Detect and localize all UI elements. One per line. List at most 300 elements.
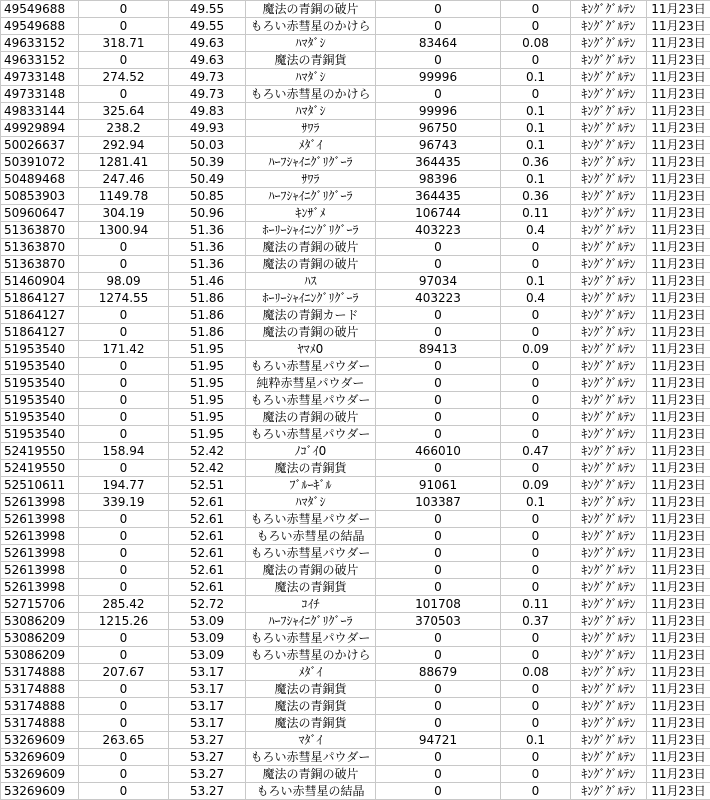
cell-value[interactable]: 53.17	[169, 698, 246, 715]
cell-id[interactable]: 50489468	[1, 171, 79, 188]
cell-map[interactable]: ｷﾝｸﾞｸﾞﾙﾃﾝ	[571, 290, 647, 307]
cell-map[interactable]: ｷﾝｸﾞｸﾞﾙﾃﾝ	[571, 783, 647, 800]
cell-count[interactable]: 101708	[376, 596, 501, 613]
cell-id[interactable]: 49549688	[1, 18, 79, 35]
cell-map[interactable]: ｷﾝｸﾞｸﾞﾙﾃﾝ	[571, 545, 647, 562]
cell-ratio[interactable]: 0	[501, 426, 571, 443]
cell-map[interactable]: ｷﾝｸﾞｸﾞﾙﾃﾝ	[571, 613, 647, 630]
cell-item-name[interactable]: ﾊﾏﾀﾞｼ	[246, 103, 376, 120]
cell-date[interactable]: 11月23日	[647, 392, 710, 409]
cell-count[interactable]: 0	[376, 783, 501, 800]
cell-count[interactable]: 91061	[376, 477, 501, 494]
cell-value[interactable]: 50.39	[169, 154, 246, 171]
cell-count[interactable]: 0	[376, 426, 501, 443]
cell-item-name[interactable]: 魔法の青銅の破片	[246, 239, 376, 256]
cell-item-name[interactable]: 魔法の青銅貨	[246, 52, 376, 69]
cell-date[interactable]: 11月23日	[647, 188, 710, 205]
cell-value[interactable]: 51.95	[169, 341, 246, 358]
cell-count[interactable]: 0	[376, 698, 501, 715]
cell-item-name[interactable]: ﾉｺﾞｲ0	[246, 443, 376, 460]
cell-amount[interactable]: 0	[79, 766, 169, 783]
cell-id[interactable]: 49733148	[1, 86, 79, 103]
cell-id[interactable]: 50026637	[1, 137, 79, 154]
cell-value[interactable]: 52.51	[169, 477, 246, 494]
cell-date[interactable]: 11月23日	[647, 698, 710, 715]
cell-map[interactable]: ｷﾝｸﾞｸﾞﾙﾃﾝ	[571, 239, 647, 256]
cell-date[interactable]: 11月23日	[647, 613, 710, 630]
cell-date[interactable]: 11月23日	[647, 528, 710, 545]
cell-amount[interactable]: 0	[79, 715, 169, 732]
cell-ratio[interactable]: 0.37	[501, 613, 571, 630]
cell-map[interactable]: ｷﾝｸﾞｸﾞﾙﾃﾝ	[571, 69, 647, 86]
cell-date[interactable]: 11月23日	[647, 18, 710, 35]
cell-id[interactable]: 52613998	[1, 494, 79, 511]
cell-item-name[interactable]: もろい赤彗星のかけら	[246, 647, 376, 664]
cell-map[interactable]: ｷﾝｸﾞｸﾞﾙﾃﾝ	[571, 749, 647, 766]
cell-item-name[interactable]: もろい赤彗星パウダー	[246, 545, 376, 562]
cell-id[interactable]: 51363870	[1, 222, 79, 239]
cell-item-name[interactable]: もろい赤彗星の結晶	[246, 783, 376, 800]
cell-count[interactable]: 0	[376, 562, 501, 579]
cell-item-name[interactable]: 魔法の青銅貨	[246, 698, 376, 715]
cell-count[interactable]: 0	[376, 52, 501, 69]
cell-count[interactable]: 98396	[376, 171, 501, 188]
cell-id[interactable]: 53174888	[1, 715, 79, 732]
cell-item-name[interactable]: ﾊｰﾌｼｬｲﾆｸﾞﾘｸﾞｰﾗ	[246, 613, 376, 630]
cell-ratio[interactable]: 0	[501, 392, 571, 409]
cell-map[interactable]: ｷﾝｸﾞｸﾞﾙﾃﾝ	[571, 562, 647, 579]
cell-amount[interactable]: 0	[79, 783, 169, 800]
cell-amount[interactable]: 0	[79, 307, 169, 324]
cell-value[interactable]: 52.42	[169, 443, 246, 460]
cell-date[interactable]: 11月23日	[647, 664, 710, 681]
cell-map[interactable]: ｷﾝｸﾞｸﾞﾙﾃﾝ	[571, 1, 647, 18]
cell-id[interactable]: 52613998	[1, 528, 79, 545]
cell-item-name[interactable]: ﾊﾏﾀﾞｼ	[246, 69, 376, 86]
cell-date[interactable]: 11月23日	[647, 52, 710, 69]
cell-amount[interactable]: 0	[79, 545, 169, 562]
cell-value[interactable]: 49.73	[169, 86, 246, 103]
cell-ratio[interactable]: 0.08	[501, 664, 571, 681]
cell-value[interactable]: 53.27	[169, 732, 246, 749]
cell-amount[interactable]: 339.19	[79, 494, 169, 511]
cell-value[interactable]: 53.09	[169, 613, 246, 630]
cell-count[interactable]: 370503	[376, 613, 501, 630]
cell-value[interactable]: 52.61	[169, 562, 246, 579]
cell-id[interactable]: 49833144	[1, 103, 79, 120]
cell-item-name[interactable]: ｻﾜﾗ	[246, 120, 376, 137]
cell-date[interactable]: 11月23日	[647, 1, 710, 18]
cell-map[interactable]: ｷﾝｸﾞｸﾞﾙﾃﾝ	[571, 205, 647, 222]
cell-count[interactable]: 0	[376, 1, 501, 18]
cell-id[interactable]: 51363870	[1, 256, 79, 273]
cell-map[interactable]: ｷﾝｸﾞｸﾞﾙﾃﾝ	[571, 256, 647, 273]
cell-count[interactable]: 0	[376, 239, 501, 256]
cell-map[interactable]: ｷﾝｸﾞｸﾞﾙﾃﾝ	[571, 596, 647, 613]
cell-date[interactable]: 11月23日	[647, 341, 710, 358]
cell-amount[interactable]: 247.46	[79, 171, 169, 188]
cell-id[interactable]: 53174888	[1, 681, 79, 698]
cell-amount[interactable]: 318.71	[79, 35, 169, 52]
cell-map[interactable]: ｷﾝｸﾞｸﾞﾙﾃﾝ	[571, 86, 647, 103]
cell-ratio[interactable]: 0.09	[501, 477, 571, 494]
cell-item-name[interactable]: もろい赤彗星パウダー	[246, 630, 376, 647]
cell-id[interactable]: 52419550	[1, 460, 79, 477]
cell-value[interactable]: 52.42	[169, 460, 246, 477]
cell-amount[interactable]: 0	[79, 562, 169, 579]
cell-ratio[interactable]: 0	[501, 324, 571, 341]
cell-ratio[interactable]: 0.1	[501, 273, 571, 290]
cell-ratio[interactable]: 0	[501, 630, 571, 647]
cell-ratio[interactable]: 0	[501, 783, 571, 800]
cell-value[interactable]: 53.17	[169, 715, 246, 732]
cell-amount[interactable]: 1274.55	[79, 290, 169, 307]
cell-id[interactable]: 50391072	[1, 154, 79, 171]
cell-ratio[interactable]: 0.08	[501, 35, 571, 52]
cell-id[interactable]: 52613998	[1, 579, 79, 596]
cell-ratio[interactable]: 0	[501, 239, 571, 256]
cell-date[interactable]: 11月23日	[647, 494, 710, 511]
cell-amount[interactable]: 0	[79, 698, 169, 715]
cell-ratio[interactable]: 0.11	[501, 205, 571, 222]
cell-value[interactable]: 53.27	[169, 766, 246, 783]
cell-amount[interactable]: 325.64	[79, 103, 169, 120]
cell-date[interactable]: 11月23日	[647, 783, 710, 800]
cell-amount[interactable]: 0	[79, 511, 169, 528]
cell-count[interactable]: 0	[376, 715, 501, 732]
cell-id[interactable]: 52613998	[1, 511, 79, 528]
cell-item-name[interactable]: 魔法の青銅の破片	[246, 409, 376, 426]
cell-amount[interactable]: 207.67	[79, 664, 169, 681]
cell-value[interactable]: 49.55	[169, 18, 246, 35]
cell-map[interactable]: ｷﾝｸﾞｸﾞﾙﾃﾝ	[571, 698, 647, 715]
cell-ratio[interactable]: 0	[501, 562, 571, 579]
cell-ratio[interactable]: 0.1	[501, 494, 571, 511]
cell-amount[interactable]: 292.94	[79, 137, 169, 154]
cell-count[interactable]: 103387	[376, 494, 501, 511]
cell-count[interactable]: 364435	[376, 188, 501, 205]
cell-ratio[interactable]: 0.1	[501, 171, 571, 188]
cell-count[interactable]: 83464	[376, 35, 501, 52]
cell-id[interactable]: 51953540	[1, 341, 79, 358]
cell-date[interactable]: 11月23日	[647, 171, 710, 188]
cell-amount[interactable]: 0	[79, 630, 169, 647]
cell-map[interactable]: ｷﾝｸﾞｸﾞﾙﾃﾝ	[571, 647, 647, 664]
cell-count[interactable]: 0	[376, 86, 501, 103]
cell-count[interactable]: 0	[376, 545, 501, 562]
cell-map[interactable]: ｷﾝｸﾞｸﾞﾙﾃﾝ	[571, 137, 647, 154]
cell-value[interactable]: 51.46	[169, 273, 246, 290]
cell-id[interactable]: 52715706	[1, 596, 79, 613]
cell-count[interactable]: 0	[376, 460, 501, 477]
cell-map[interactable]: ｷﾝｸﾞｸﾞﾙﾃﾝ	[571, 324, 647, 341]
cell-date[interactable]: 11月23日	[647, 749, 710, 766]
cell-item-name[interactable]: もろい赤彗星パウダー	[246, 358, 376, 375]
cell-value[interactable]: 53.09	[169, 647, 246, 664]
cell-date[interactable]: 11月23日	[647, 205, 710, 222]
cell-count[interactable]: 403223	[376, 290, 501, 307]
cell-date[interactable]: 11月23日	[647, 460, 710, 477]
cell-amount[interactable]: 0	[79, 392, 169, 409]
cell-ratio[interactable]: 0.4	[501, 222, 571, 239]
cell-date[interactable]: 11月23日	[647, 732, 710, 749]
cell-ratio[interactable]: 0	[501, 52, 571, 69]
cell-ratio[interactable]: 0.36	[501, 154, 571, 171]
cell-amount[interactable]: 194.77	[79, 477, 169, 494]
cell-value[interactable]: 52.61	[169, 579, 246, 596]
cell-id[interactable]: 53086209	[1, 630, 79, 647]
cell-date[interactable]: 11月23日	[647, 239, 710, 256]
cell-id[interactable]: 53269609	[1, 766, 79, 783]
cell-id[interactable]: 53269609	[1, 732, 79, 749]
cell-id[interactable]: 51953540	[1, 426, 79, 443]
cell-ratio[interactable]: 0	[501, 256, 571, 273]
cell-amount[interactable]: 0	[79, 1, 169, 18]
cell-count[interactable]: 0	[376, 307, 501, 324]
cell-value[interactable]: 50.85	[169, 188, 246, 205]
cell-id[interactable]: 51864127	[1, 290, 79, 307]
cell-ratio[interactable]: 0	[501, 681, 571, 698]
cell-map[interactable]: ｷﾝｸﾞｸﾞﾙﾃﾝ	[571, 681, 647, 698]
cell-count[interactable]: 0	[376, 579, 501, 596]
cell-date[interactable]: 11月23日	[647, 426, 710, 443]
cell-item-name[interactable]: ﾔﾏﾒ0	[246, 341, 376, 358]
cell-item-name[interactable]: もろい赤彗星のかけら	[246, 18, 376, 35]
cell-id[interactable]: 51953540	[1, 409, 79, 426]
cell-map[interactable]: ｷﾝｸﾞｸﾞﾙﾃﾝ	[571, 579, 647, 596]
cell-value[interactable]: 49.73	[169, 69, 246, 86]
cell-item-name[interactable]: もろい赤彗星パウダー	[246, 511, 376, 528]
cell-count[interactable]: 466010	[376, 443, 501, 460]
cell-amount[interactable]: 0	[79, 409, 169, 426]
cell-item-name[interactable]: 魔法の青銅貨	[246, 681, 376, 698]
cell-id[interactable]: 51363870	[1, 239, 79, 256]
cell-item-name[interactable]: もろい赤彗星パウダー	[246, 749, 376, 766]
cell-amount[interactable]: 0	[79, 324, 169, 341]
cell-amount[interactable]: 0	[79, 681, 169, 698]
cell-map[interactable]: ｷﾝｸﾞｸﾞﾙﾃﾝ	[571, 460, 647, 477]
cell-id[interactable]: 51864127	[1, 307, 79, 324]
cell-date[interactable]: 11月23日	[647, 86, 710, 103]
cell-item-name[interactable]: ｺｲﾁ	[246, 596, 376, 613]
cell-value[interactable]: 51.86	[169, 324, 246, 341]
cell-item-name[interactable]: 純粋赤彗星パウダー	[246, 375, 376, 392]
cell-date[interactable]: 11月23日	[647, 35, 710, 52]
cell-id[interactable]: 49929894	[1, 120, 79, 137]
cell-count[interactable]: 99996	[376, 103, 501, 120]
cell-item-name[interactable]: ﾊｽ	[246, 273, 376, 290]
cell-date[interactable]: 11月23日	[647, 681, 710, 698]
cell-value[interactable]: 49.63	[169, 52, 246, 69]
cell-amount[interactable]: 0	[79, 86, 169, 103]
cell-ratio[interactable]: 0	[501, 766, 571, 783]
cell-map[interactable]: ｷﾝｸﾞｸﾞﾙﾃﾝ	[571, 443, 647, 460]
cell-id[interactable]: 51953540	[1, 375, 79, 392]
cell-map[interactable]: ｷﾝｸﾞｸﾞﾙﾃﾝ	[571, 273, 647, 290]
cell-ratio[interactable]: 0.1	[501, 103, 571, 120]
cell-ratio[interactable]: 0.1	[501, 137, 571, 154]
cell-value[interactable]: 52.61	[169, 511, 246, 528]
cell-map[interactable]: ｷﾝｸﾞｸﾞﾙﾃﾝ	[571, 358, 647, 375]
cell-value[interactable]: 51.86	[169, 307, 246, 324]
cell-ratio[interactable]: 0.47	[501, 443, 571, 460]
cell-map[interactable]: ｷﾝｸﾞｸﾞﾙﾃﾝ	[571, 426, 647, 443]
cell-amount[interactable]: 0	[79, 52, 169, 69]
cell-value[interactable]: 49.83	[169, 103, 246, 120]
cell-count[interactable]: 0	[376, 681, 501, 698]
cell-ratio[interactable]: 0.1	[501, 120, 571, 137]
cell-item-name[interactable]: 魔法の青銅の破片	[246, 766, 376, 783]
cell-ratio[interactable]: 0	[501, 698, 571, 715]
cell-count[interactable]: 97034	[376, 273, 501, 290]
cell-amount[interactable]: 0	[79, 579, 169, 596]
cell-ratio[interactable]: 0	[501, 18, 571, 35]
cell-date[interactable]: 11月23日	[647, 307, 710, 324]
cell-amount[interactable]: 171.42	[79, 341, 169, 358]
cell-item-name[interactable]: ﾌﾞﾙｰｷﾞﾙ	[246, 477, 376, 494]
cell-map[interactable]: ｷﾝｸﾞｸﾞﾙﾃﾝ	[571, 630, 647, 647]
cell-ratio[interactable]: 0	[501, 460, 571, 477]
cell-map[interactable]: ｷﾝｸﾞｸﾞﾙﾃﾝ	[571, 732, 647, 749]
cell-value[interactable]: 51.95	[169, 426, 246, 443]
cell-map[interactable]: ｷﾝｸﾞｸﾞﾙﾃﾝ	[571, 341, 647, 358]
cell-date[interactable]: 11月23日	[647, 273, 710, 290]
cell-ratio[interactable]: 0	[501, 86, 571, 103]
cell-item-name[interactable]: 魔法の青銅の破片	[246, 562, 376, 579]
cell-id[interactable]: 51953540	[1, 358, 79, 375]
cell-item-name[interactable]: 魔法の青銅貨	[246, 715, 376, 732]
cell-amount[interactable]: 0	[79, 749, 169, 766]
cell-ratio[interactable]: 0	[501, 647, 571, 664]
cell-map[interactable]: ｷﾝｸﾞｸﾞﾙﾃﾝ	[571, 715, 647, 732]
cell-item-name[interactable]: もろい赤彗星パウダー	[246, 392, 376, 409]
cell-amount[interactable]: 0	[79, 358, 169, 375]
cell-amount[interactable]: 0	[79, 647, 169, 664]
cell-value[interactable]: 53.09	[169, 630, 246, 647]
cell-amount[interactable]: 0	[79, 528, 169, 545]
cell-amount[interactable]: 0	[79, 426, 169, 443]
cell-ratio[interactable]: 0	[501, 579, 571, 596]
cell-ratio[interactable]: 0.1	[501, 732, 571, 749]
cell-amount[interactable]: 1281.41	[79, 154, 169, 171]
cell-item-name[interactable]: もろい赤彗星の結晶	[246, 528, 376, 545]
cell-value[interactable]: 53.17	[169, 681, 246, 698]
cell-value[interactable]: 52.61	[169, 528, 246, 545]
cell-count[interactable]: 0	[376, 647, 501, 664]
cell-map[interactable]: ｷﾝｸﾞｸﾞﾙﾃﾝ	[571, 171, 647, 188]
cell-value[interactable]: 50.49	[169, 171, 246, 188]
cell-amount[interactable]: 274.52	[79, 69, 169, 86]
cell-date[interactable]: 11月23日	[647, 137, 710, 154]
cell-item-name[interactable]: 魔法の青銅の破片	[246, 1, 376, 18]
cell-ratio[interactable]: 0	[501, 528, 571, 545]
cell-map[interactable]: ｷﾝｸﾞｸﾞﾙﾃﾝ	[571, 35, 647, 52]
cell-date[interactable]: 11月23日	[647, 375, 710, 392]
cell-date[interactable]: 11月23日	[647, 511, 710, 528]
cell-map[interactable]: ｷﾝｸﾞｸﾞﾙﾃﾝ	[571, 511, 647, 528]
cell-date[interactable]: 11月23日	[647, 579, 710, 596]
cell-date[interactable]: 11月23日	[647, 766, 710, 783]
cell-ratio[interactable]: 0.36	[501, 188, 571, 205]
cell-count[interactable]: 0	[376, 511, 501, 528]
cell-count[interactable]: 89413	[376, 341, 501, 358]
cell-item-name[interactable]: ﾎｰﾘｰｼｬｲﾆﾝｸﾞﾘｸﾞｰﾗ	[246, 222, 376, 239]
cell-count[interactable]: 88679	[376, 664, 501, 681]
cell-value[interactable]: 51.86	[169, 290, 246, 307]
cell-value[interactable]: 52.61	[169, 494, 246, 511]
cell-item-name[interactable]: 魔法の青銅貨	[246, 460, 376, 477]
cell-amount[interactable]: 285.42	[79, 596, 169, 613]
cell-count[interactable]: 96750	[376, 120, 501, 137]
cell-map[interactable]: ｷﾝｸﾞｸﾞﾙﾃﾝ	[571, 494, 647, 511]
cell-item-name[interactable]: ﾊｰﾌｼｬｲﾆｸﾞﾘｸﾞｰﾗ	[246, 188, 376, 205]
cell-date[interactable]: 11月23日	[647, 545, 710, 562]
cell-amount[interactable]: 158.94	[79, 443, 169, 460]
cell-count[interactable]: 0	[376, 766, 501, 783]
cell-date[interactable]: 11月23日	[647, 120, 710, 137]
cell-amount[interactable]: 0	[79, 18, 169, 35]
cell-count[interactable]: 0	[376, 358, 501, 375]
cell-id[interactable]: 53174888	[1, 698, 79, 715]
cell-ratio[interactable]: 0	[501, 307, 571, 324]
cell-item-name[interactable]: 魔法の青銅貨	[246, 579, 376, 596]
cell-count[interactable]: 403223	[376, 222, 501, 239]
cell-count[interactable]: 0	[376, 409, 501, 426]
cell-item-name[interactable]: ﾊﾏﾀﾞｼ	[246, 494, 376, 511]
cell-map[interactable]: ｷﾝｸﾞｸﾞﾙﾃﾝ	[571, 52, 647, 69]
cell-map[interactable]: ｷﾝｸﾞｸﾞﾙﾃﾝ	[571, 664, 647, 681]
cell-date[interactable]: 11月23日	[647, 358, 710, 375]
cell-map[interactable]: ｷﾝｸﾞｸﾞﾙﾃﾝ	[571, 120, 647, 137]
cell-date[interactable]: 11月23日	[647, 290, 710, 307]
cell-id[interactable]: 49633152	[1, 35, 79, 52]
cell-item-name[interactable]: ﾊﾏﾀﾞｼ	[246, 35, 376, 52]
cell-count[interactable]: 96743	[376, 137, 501, 154]
cell-ratio[interactable]: 0.09	[501, 341, 571, 358]
cell-count[interactable]: 0	[376, 630, 501, 647]
cell-date[interactable]: 11月23日	[647, 562, 710, 579]
cell-amount[interactable]: 238.2	[79, 120, 169, 137]
cell-value[interactable]: 51.95	[169, 375, 246, 392]
cell-count[interactable]: 0	[376, 749, 501, 766]
cell-ratio[interactable]: 0	[501, 715, 571, 732]
cell-item-name[interactable]: ﾎｰﾘｰｼｬｲﾆﾝｸﾞﾘｸﾞｰﾗ	[246, 290, 376, 307]
cell-map[interactable]: ｷﾝｸﾞｸﾞﾙﾃﾝ	[571, 392, 647, 409]
cell-count[interactable]: 0	[376, 256, 501, 273]
cell-map[interactable]: ｷﾝｸﾞｸﾞﾙﾃﾝ	[571, 409, 647, 426]
cell-id[interactable]: 52419550	[1, 443, 79, 460]
cell-ratio[interactable]: 0	[501, 409, 571, 426]
cell-date[interactable]: 11月23日	[647, 477, 710, 494]
cell-count[interactable]: 0	[376, 324, 501, 341]
cell-value[interactable]: 51.95	[169, 358, 246, 375]
cell-id[interactable]: 51864127	[1, 324, 79, 341]
cell-item-name[interactable]: もろい赤彗星パウダー	[246, 426, 376, 443]
cell-count[interactable]: 94721	[376, 732, 501, 749]
cell-id[interactable]: 52613998	[1, 545, 79, 562]
cell-item-name[interactable]: 魔法の青銅の破片	[246, 324, 376, 341]
cell-value[interactable]: 53.27	[169, 783, 246, 800]
cell-date[interactable]: 11月23日	[647, 69, 710, 86]
cell-count[interactable]: 0	[376, 392, 501, 409]
cell-value[interactable]: 49.93	[169, 120, 246, 137]
cell-count[interactable]: 364435	[376, 154, 501, 171]
cell-ratio[interactable]: 0.11	[501, 596, 571, 613]
cell-amount[interactable]: 98.09	[79, 273, 169, 290]
cell-ratio[interactable]: 0	[501, 1, 571, 18]
cell-id[interactable]: 49549688	[1, 1, 79, 18]
cell-date[interactable]: 11月23日	[647, 647, 710, 664]
